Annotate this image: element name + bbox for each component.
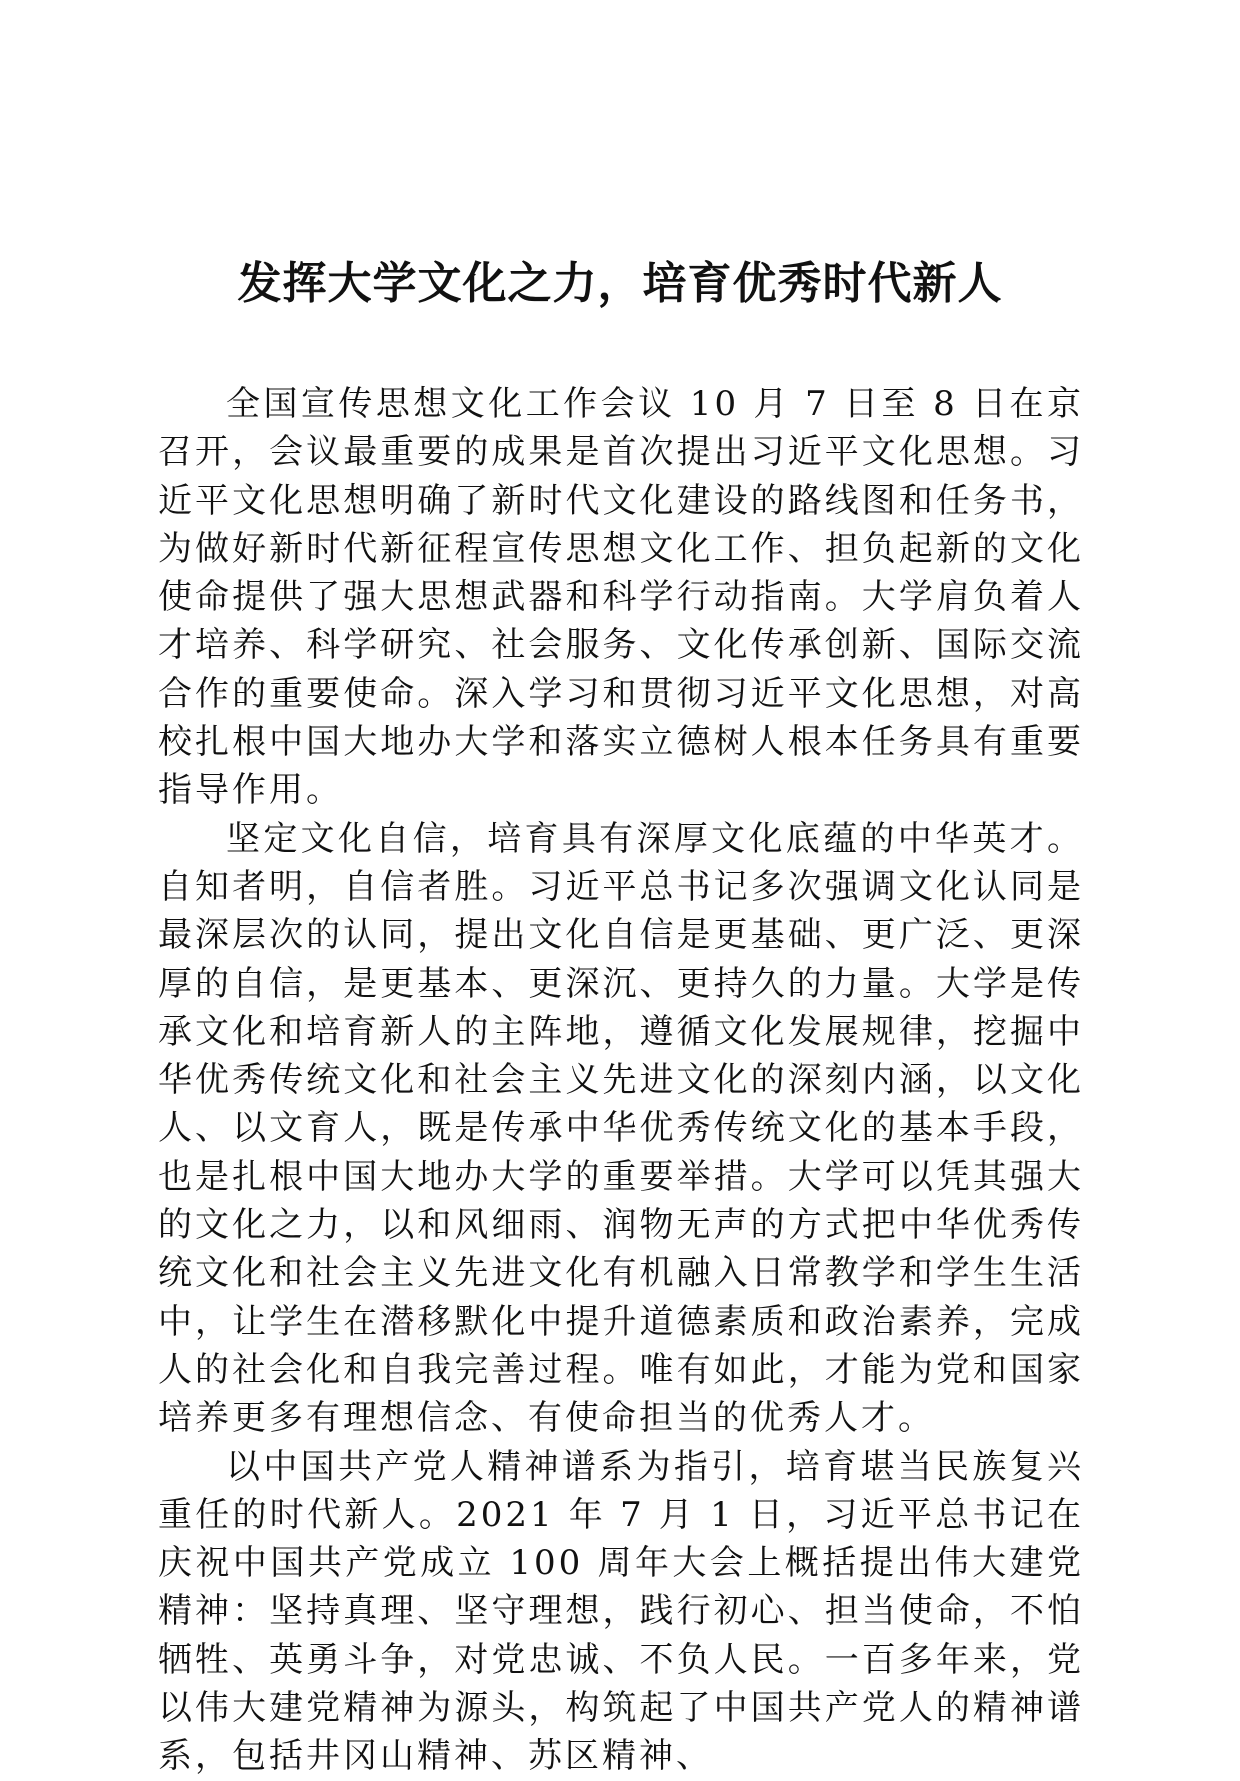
paragraph-1: 全国宣传思想文化工作会议 10 月 7 日至 8 日在京召开，会议最重要的成果是首次提出习近平文化思想。习近平文化思想明确了新时代文化建设的路线图和任务书，为做好新时代新征程宣传思想文化工作、担负起新的文化使命提供了强大思想武器和科学行动指南。大学肩负着人才培养、科学研究、社会服务、文化传承创新、国际交流合作的重要使命。深入学习和贯彻习近平文化思想，对高校扎根中国大地办大学和落实立德树人根本任务具有重要指导作用。 [158,384,1084,811]
paragraph-2: 坚定文化自信，培育具有深厚文化底蕴的中华英才。自知者明，自信者胜。习近平总书记多次强调文化认同是最深层次的认同，提出文化自信是更基础、更广泛、更深厚的自信，是更基本、更深沉、更持久的力量。大学是传承文化和培育新人的主阵地，遵循文化发展规律，挖掘中华优秀传统文化和社会主义先进文化的深刻内涵，以文化人、以文育人，既是传承中华优秀传统文化的基本手段，也是扎根中国大地办大学的重要举措。大学可以凭其强大的文化之力，以和风细雨、润物无声的方式把中华优秀传统文化和社会主义先进文化有机融入日常教学和学生生活中，让学生在潜移默化中提升道德素质和政治素养，完成人的社会化和自我完善过程。唯有如此，才能为党和国家培养更多有理想信念、有使命担当的优秀人才。 [158,818,1084,1439]
document-title: 发挥大学文化之力，培育优秀时代新人 [237,258,1003,309]
paragraph-3: 以中国共产党人精神谱系为指引，培育堪当民族复兴重任的时代新人。2021 年 7 月 1 日，习近平总书记在庆祝中国共产党成立 100 周年大会上概括提出伟大建党精神：坚持真理、坚守理想，践行初心、担当使命，不怕牺牲、英勇斗争，对党忠诚、不负人民。一百多年来，党以伟大建党精神为源头，构筑起了中国共产党人的精神谱系，包括井冈山精神、苏区精神、 [158,1446,1084,1777]
document-body [158,380,1084,1781]
